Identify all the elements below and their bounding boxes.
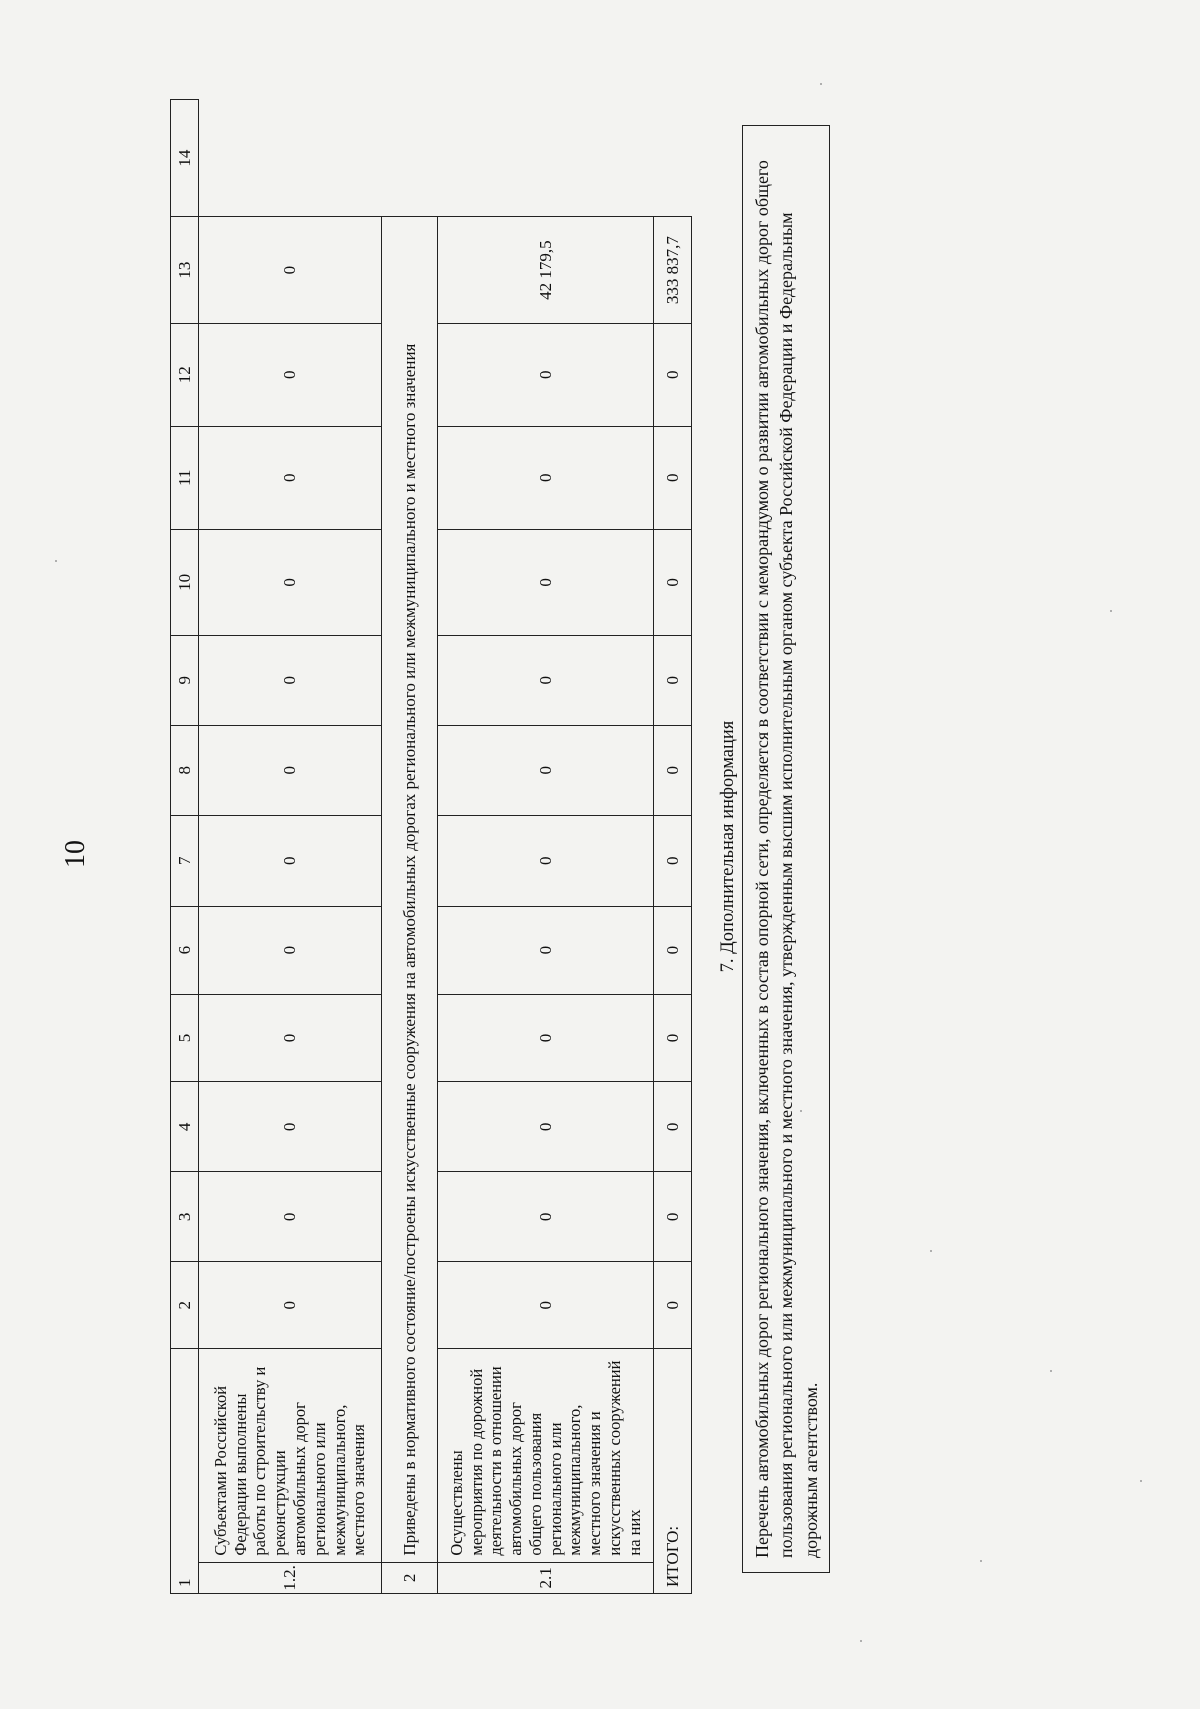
scan-speck xyxy=(860,1640,862,1642)
value-cell: 0 xyxy=(438,426,654,530)
value-cell: 0 xyxy=(199,426,381,530)
header-cell-4: 4 xyxy=(171,1082,199,1172)
value-cell: 0 xyxy=(438,324,654,427)
value-cell: 0 xyxy=(199,530,381,636)
value-cell: 0 xyxy=(438,1262,654,1349)
value-cell: 0 xyxy=(199,1262,381,1349)
table-row-1-2 xyxy=(199,100,381,1594)
value-cell: 0 xyxy=(438,635,654,725)
header-cell-13: 13 xyxy=(171,217,199,324)
header-cell-9: 9 xyxy=(171,635,199,725)
row-description: Субъектами Российской Федерации выполнены работы по строительству и реконструкции автомобильных дорог регионального или межмуниципального, местного значения xyxy=(199,1349,381,1562)
value-cell: 0 xyxy=(438,1082,654,1172)
total-cell: 0 xyxy=(654,1262,692,1349)
total-cell: 0 xyxy=(654,725,692,815)
header-cell-12: 12 xyxy=(171,324,199,427)
scan-speck xyxy=(980,1560,982,1562)
header-cell-10: 10 xyxy=(171,530,199,636)
value-cell: 0 xyxy=(438,1172,654,1262)
value-cell: 0 xyxy=(438,815,654,906)
value-cell: 0 xyxy=(438,725,654,815)
row-number: 2.1 xyxy=(438,1562,654,1593)
scan-speck xyxy=(1140,1480,1142,1482)
value-cell: 42 179,5 xyxy=(438,217,654,324)
row-number: 1.2. xyxy=(199,1562,381,1593)
value-cell: 0 xyxy=(199,1172,381,1262)
total-cell: 0 xyxy=(654,1172,692,1262)
scan-speck xyxy=(1110,610,1112,612)
header-cell-14: 14 xyxy=(171,100,199,217)
row-description: Осуществлены мероприятия по дорожной деятельности в отношении автомобильных дорог общего пользования регионального или межмуниципального, местного значения и искусственных сооружений на них xyxy=(438,1349,654,1562)
value-cell: 0 xyxy=(438,530,654,636)
header-cell-8: 8 xyxy=(171,725,199,815)
header-cell-3: 3 xyxy=(171,1172,199,1262)
total-cell: 0 xyxy=(654,530,692,636)
header-cell-11: 11 xyxy=(171,426,199,530)
total-cell: 0 xyxy=(654,1082,692,1172)
scan-speck xyxy=(55,560,57,562)
program-table xyxy=(170,99,692,1594)
scan-speck xyxy=(800,1110,802,1112)
additional-info-text: Перечень автомобильных дорог регионального значения, включенных в состав опорной сети, определяется в соответствии с меморандумом о развитии автомобильных дорог общего пользования регионального или межмуниципального и местного значения, утвержденным высшим исполнительным органом субъекта Российской Федерации и Федеральным дорожным агентством. xyxy=(752,160,821,1558)
header-cell-7: 7 xyxy=(171,815,199,906)
header-cell-6: 6 xyxy=(171,906,199,994)
total-cell: 0 xyxy=(654,324,692,427)
section-7-title: 7. Дополнительная информация xyxy=(718,720,738,973)
total-label: ИТОГО: xyxy=(654,1349,692,1594)
value-cell: 0 xyxy=(199,1082,381,1172)
table-row-2-1 xyxy=(438,100,654,1594)
total-cell: 0 xyxy=(654,906,692,994)
value-cell: 0 xyxy=(199,994,381,1082)
row-number: 2 xyxy=(381,1562,438,1593)
additional-info-box xyxy=(742,125,830,1573)
value-cell: 0 xyxy=(199,815,381,906)
scan-speck xyxy=(820,83,822,85)
page-number: 10 xyxy=(60,840,91,868)
scan-speck xyxy=(930,1250,932,1252)
header-cell-2: 2 xyxy=(171,1262,199,1349)
value-cell: 0 xyxy=(199,906,381,994)
total-cell: 0 xyxy=(654,815,692,906)
value-cell: 0 xyxy=(199,725,381,815)
total-cell: 333 837,7 xyxy=(654,217,692,324)
table-row-2 xyxy=(381,100,438,1594)
scan-speck xyxy=(1050,1370,1052,1372)
total-cell: 0 xyxy=(654,426,692,530)
value-cell: 0 xyxy=(199,324,381,427)
total-row xyxy=(654,100,692,1594)
value-cell: 0 xyxy=(199,635,381,725)
value-cell: 0 xyxy=(438,906,654,994)
header-row xyxy=(171,100,199,1594)
header-cell-1: 1 xyxy=(171,1349,199,1594)
total-cell: 0 xyxy=(654,994,692,1082)
section-row-text: Приведены в нормативного состояние/построены искусственные сооружения на автомобильных дорогах регионального или межмуниципального и местного значения xyxy=(381,217,438,1562)
value-cell: 0 xyxy=(199,217,381,324)
total-cell: 0 xyxy=(654,635,692,725)
header-cell-5: 5 xyxy=(171,994,199,1082)
value-cell: 0 xyxy=(438,994,654,1082)
